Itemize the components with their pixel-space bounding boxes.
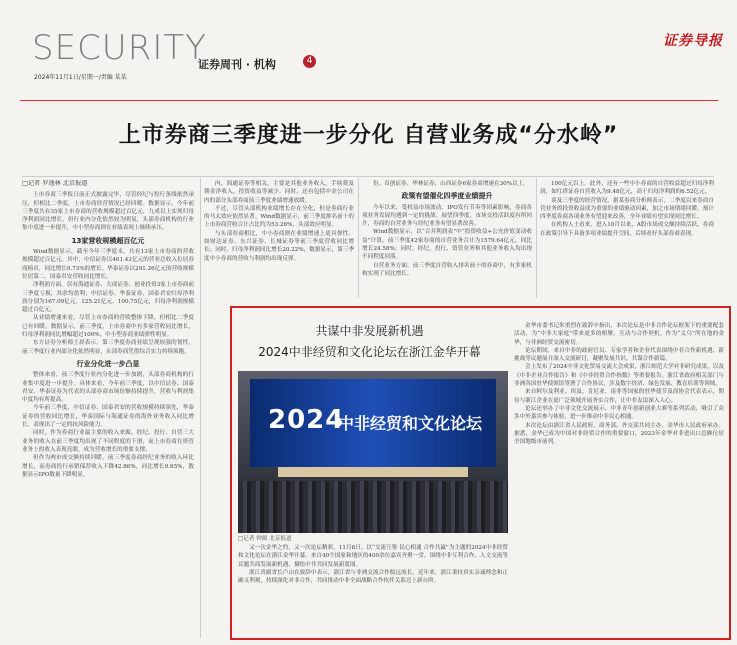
paragraph: 又一次金华之约，又一次论坛精彩。11月8日，以“交流互鉴 民心相通 合作共赢”为主题的2024中非经贸和文化论坛在浙江金华开幕。来自40个国家和地区的400余位嘉宾齐聚一堂，围绕中非互利合作、人文交流等议题共商发展新机遇，描绘中非共同发展新蓝图。 (238, 545, 508, 568)
masthead (22, 28, 712, 90)
inset-headline: 共谋中非发展新机遇 (315, 324, 424, 338)
paragraph: 上市券商三季报日前正式披露完毕，尽管经纪与投行条线依然承压，但相比二季度，上市券商经营情况已经回暖。数据显示，今年前三季度共有35家上市券商的营收规模超过百亿元，九成以上实现归母净利润同比增长，但行业内分化依然较为明显，头部券商机构的行业集中度进一步提升，中小型券商则在业绩表现上继续承压。 (22, 192, 194, 232)
issue-date-line: 2024年11月1日/星期一/责编 某某 (34, 74, 127, 81)
page-headline: 上市券商三季度进一步分化 自营业务成“分水岭” (118, 123, 619, 148)
paragraph: 整体来看，前三季度行业内分化进一步加剧，头部券商机构的行业集中度进一步提升。具体来看，今年前三季度，以中信证券、国泰君安、华泰证券为代表的头部券商市场份额持续提升，营收与利润集中度均有所提高。 (22, 372, 194, 404)
inset-subheadline: 2024中非经贸和文化论坛在浙江金华开幕 (258, 345, 481, 359)
photo-caption: □记者 钟源 北京报道 (238, 536, 292, 542)
paragraph: 净利润方面，仅有海通证券、大成证券、创业投资3家上市券商前三季度亏损，其余均盈利；中信证券、华泰证券、国泰君安归母净利润分别为167.09亿元、125.21亿元、100.75亿元，归母净利润规模超过百亿元。 (22, 282, 194, 314)
paragraph: 但作为两市成交额持续回暖，前三季度券商经纪业务的收入环比增长，而券商投行承销保荐收入下降42.86%，同比增长9.65%，数据显示IPO数量下降明显。 (22, 455, 194, 478)
paragraph: 在机构人士看来，进入10月以来，A股市场成交额持续活跃，券商在政策引导下具备多项业绩提升空间，后续看好头部券商表现。 (540, 222, 714, 237)
paragraph: 论坛期间，来自中非的政府官员、专家学者和企业代表围绕中非合作新机遇、新挑战等议题展开深入交流研讨，凝聚发展共识，共谋合作新篇。 (514, 347, 724, 363)
paragraph: 今年前三季度，中信证券、国泰君安的营收规模持续领先，华泰证券的营收同比增长，华泰国际与海通证券的海外业务收入同比增长，表现出了一定的抗风险能力。 (22, 405, 194, 429)
page-number-badge: 4 (303, 55, 316, 68)
screen-title: 中非经贸和文化论坛 (338, 414, 483, 433)
paragraph: 同时，作为券商行业最主要的收入来源，经纪、投行、自营三大业务的收入在前三季度均出现了不同程度的下滑，而上市券商在资管业务上的收入表现亮眼，成为营收增长的重要支撑。 (22, 430, 194, 453)
paragraph: 谈及三季度的经营情况，据某券商分析师表示，二季度以来券商自营业务的投资收益成为重要的业绩驱动因素，加之市场情绪回暖，预计四季度券商各项业务有望迎来改善，全年业绩有望实现同比增长。 (540, 197, 714, 221)
inset-column-left (238, 544, 508, 636)
article-column-2 (204, 180, 354, 302)
paragraph: 从业绩增速来看，尽管上市券商的营收整体下降，但相比二季度已有回暖。数据显示，前三季度，上市券商中有多家营收同比增长，归母净利润同比增幅超过100%，中小型券商业绩弹性明显。 (22, 315, 194, 339)
column-divider (200, 178, 201, 638)
paragraph: 自营业务方面，前三季度自营收入排名前十的券商中，有多家机构实现了同比增长。 (362, 262, 532, 277)
stage (278, 467, 468, 477)
paragraph: 今年以来，受权益市场波动、IPO发行节奏等因素影响，券商各项业务发展均遇到一定的挑战。展望四季度，市场交投活跃度有所回升，券商的自营业务与经纪业务有望显著改善。 (362, 204, 532, 228)
paragraph: 浙江省副省长卢山在致辞中表示，浙江省与非洲交流合作源远流长，近年来，浙江秉持真实亲诚理念和正确义利观，持续深化对非合作，共同推动中非全面战略合作伙伴关系迈上新台阶。 (238, 569, 508, 585)
paragraph: 份、首创证券、华林证券、山西证券6家券商增速在30%以上。 (373, 181, 529, 187)
subheading: 行业分化进一步凸显 (76, 359, 140, 368)
paragraph: 与头部券商相比，中小券商则在业绩增速上更具弹性。如财达证券、东兴证券、长城证券等前三季度营收同比增长；同时，归母净利润同比增长20.22%，数据显示，第三季度中小券商的营收与利润均出现反弹。 (204, 230, 354, 262)
paragraph: 本次论坛由浙江省人民政府、商务部、外交部共同主办，金华市人民政府承办。据悉，金华已成为中国对非经贸合作的重要窗口，2023年金华对非进出口总额位居全国地级市前列。 (514, 422, 724, 446)
inset-column-right (514, 322, 724, 636)
paragraph: 东方证券分析师王晨表示，第三季度券商业绩呈现较强的韧性，前三季度行业内部分化依然明显，头部券商凭借综合实力持续领跑。 (22, 340, 194, 355)
headline-divider (22, 176, 714, 177)
section-wordmark: SECURITY (32, 28, 207, 68)
paragraph: 会上发布了2024中非文化贸易交流大会成果，浙江师范大学对非研究成果，以及《中非企业合作报告》和《中非经贸合作指数》等重要报告。浙江省政府相关部门与非洲各国驻华使领馆签署了合作协议，涉及数字经济、绿色发展、教育培训等领域。 (514, 364, 724, 388)
subheading: 13家营收规模超百亿元 (71, 236, 145, 245)
article-column-4 (540, 180, 714, 302)
audience (238, 481, 508, 533)
paragraph: Wind数据显示，截至今年三季度末，共有13家上市券商的营收规模超过百亿元。其中，中信证券以461.42亿元的营业总收入位居券商榜首，同比增长0.73%的增长。华泰证券以291.26亿元的营收规模位居第二，国泰君安营收同比增长。 (22, 249, 194, 280)
masthead-divider (20, 100, 718, 101)
byline: □记者 罗逸林 北京报道 (22, 180, 88, 187)
paragraph: 内、海通证券等相关。主要是其他业务收入，手续费及佣金净收入，投资收益等减少。同时，还有包括中金公司在内的部分头部券商前三季度业绩增速放缓。 (204, 181, 354, 204)
column-divider (536, 178, 537, 298)
stage-screen (250, 379, 496, 467)
column-divider (358, 178, 359, 298)
section-subtitle: 证券周刊 · 机构 (198, 58, 276, 71)
newspaper-logo: 证券导报 (663, 33, 723, 49)
article-column-3 (362, 180, 532, 302)
subheading: 政策有望催化四季度业绩提升 (401, 192, 493, 201)
paragraph: 论坛还举办了中非文化交流展示、中非青年创新创业大赛等系列活动，吸引了众多中外嘉宾参与体验，进一步推动中非民心相通。 (514, 405, 724, 421)
screen-year: 2024 (268, 405, 345, 435)
paragraph: 金华市委书记朱重烈在致辞中指出，本次论坛是中非合作论坛框架下的重要配套活动，为“中非大家庭”带来更多的相聚、互动与合作契机。作为“义乌”所在地的金华，与非洲经贸交流密切。 (514, 323, 724, 346)
paragraph: 来自阿尔及利亚、埃及、肯尼亚、南非等国家的驻华使节及商协会代表表示，期待与浙江企业在更广泛领域开展务实合作，让中非友谊深入人心。 (514, 389, 724, 404)
paragraph: 不过，尽管头部机构业绩增长存在分化，但是券商行业的马太效应依然显著。Wind数据显示，前三季度排名前十的上市券商营收合计占比约为53.26%，头部效应明显。 (204, 205, 354, 229)
paragraph: Wind数据显示，以“合并利润表”中“投资收益+公允价值变动收益”计算，前三季度42家券商的自营业务合计为1579.64亿元，同比增长24.58%；同时，经纪、投行、资管业务和其他业务收入均出现不同程度回落。 (362, 229, 532, 261)
article-column-1 (22, 180, 194, 642)
paragraph: 100亿元以上。此外，还有一些中小券商的自营收益超过归母净利润，如红塔证券自营收入为9.48亿元，高于归母净利润的6.52亿元。 (540, 181, 714, 196)
forum-photo (238, 371, 508, 533)
